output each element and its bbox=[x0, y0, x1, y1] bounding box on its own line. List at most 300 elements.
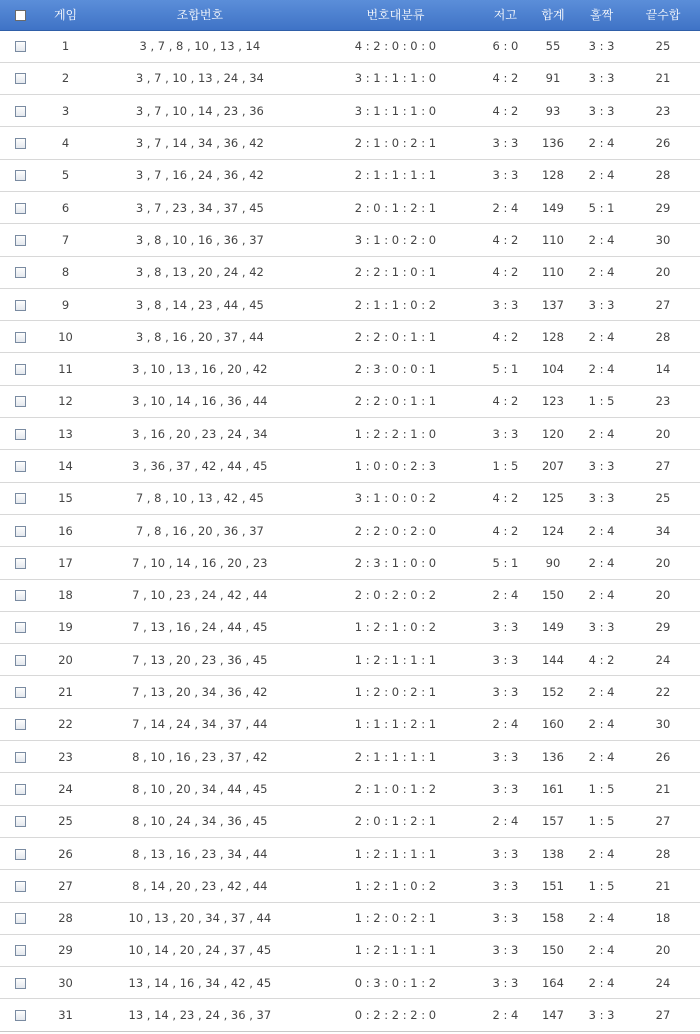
select-cell bbox=[0, 611, 40, 643]
cell-game: 2 bbox=[40, 62, 91, 94]
cell-sum: 125 bbox=[529, 482, 578, 514]
table-row bbox=[0, 418, 700, 450]
cell-numbers: 3 , 10 , 14 , 16 , 36 , 44 bbox=[91, 385, 309, 417]
select-cell bbox=[0, 514, 40, 546]
cell-odd-even: 2 : 4 bbox=[577, 159, 626, 191]
cell-category: 1 : 2 : 1 : 0 : 2 bbox=[309, 611, 482, 643]
table-row bbox=[0, 482, 700, 514]
select-cell bbox=[0, 385, 40, 417]
select-cell bbox=[0, 191, 40, 223]
table-row bbox=[0, 805, 700, 837]
cell-last-digit-sum: 27 bbox=[626, 805, 700, 837]
row-checkbox[interactable] bbox=[15, 945, 26, 956]
cell-last-digit-sum: 21 bbox=[626, 62, 700, 94]
cell-odd-even: 3 : 3 bbox=[577, 999, 626, 1031]
cell-game: 16 bbox=[40, 514, 91, 546]
cell-low-high: 3 : 3 bbox=[482, 127, 529, 159]
select-cell bbox=[0, 708, 40, 740]
cell-game: 5 bbox=[40, 159, 91, 191]
row-checkbox[interactable] bbox=[15, 396, 26, 407]
cell-low-high: 3 : 3 bbox=[482, 159, 529, 191]
cell-sum: 123 bbox=[529, 385, 578, 417]
select-cell bbox=[0, 547, 40, 579]
cell-odd-even: 2 : 4 bbox=[577, 353, 626, 385]
cell-game: 6 bbox=[40, 191, 91, 223]
cell-numbers: 3 , 36 , 37 , 42 , 44 , 45 bbox=[91, 450, 309, 482]
cell-sum: 124 bbox=[529, 514, 578, 546]
select-cell bbox=[0, 30, 40, 62]
cell-game: 25 bbox=[40, 805, 91, 837]
cell-category: 2 : 1 : 1 : 1 : 1 bbox=[309, 159, 482, 191]
cell-game: 20 bbox=[40, 644, 91, 676]
row-checkbox[interactable] bbox=[15, 752, 26, 763]
cell-low-high: 4 : 2 bbox=[482, 321, 529, 353]
cell-sum: 150 bbox=[529, 579, 578, 611]
row-checkbox[interactable] bbox=[15, 1010, 26, 1021]
table-row bbox=[0, 902, 700, 934]
cell-numbers: 8 , 10 , 16 , 23 , 37 , 42 bbox=[91, 741, 309, 773]
cell-last-digit-sum: 26 bbox=[626, 127, 700, 159]
cell-game: 29 bbox=[40, 934, 91, 966]
row-checkbox[interactable] bbox=[15, 170, 26, 181]
cell-numbers: 3 , 8 , 14 , 23 , 44 , 45 bbox=[91, 288, 309, 320]
select-cell bbox=[0, 967, 40, 999]
header-row bbox=[0, 0, 700, 30]
cell-low-high: 2 : 4 bbox=[482, 708, 529, 740]
select-all-cell bbox=[0, 0, 40, 30]
cell-odd-even: 3 : 3 bbox=[577, 30, 626, 62]
cell-category: 1 : 0 : 0 : 2 : 3 bbox=[309, 450, 482, 482]
row-checkbox[interactable] bbox=[15, 300, 26, 311]
cell-low-high: 3 : 3 bbox=[482, 676, 529, 708]
cell-low-high: 4 : 2 bbox=[482, 224, 529, 256]
cell-last-digit-sum: 30 bbox=[626, 708, 700, 740]
cell-game: 3 bbox=[40, 95, 91, 127]
cell-low-high: 5 : 1 bbox=[482, 547, 529, 579]
header-combination[interactable]: 조합번호 bbox=[91, 0, 309, 30]
cell-low-high: 3 : 3 bbox=[482, 773, 529, 805]
cell-sum: 164 bbox=[529, 967, 578, 999]
cell-numbers: 7 , 10 , 23 , 24 , 42 , 44 bbox=[91, 579, 309, 611]
cell-category: 2 : 2 : 1 : 0 : 1 bbox=[309, 256, 482, 288]
row-checkbox[interactable] bbox=[15, 429, 26, 440]
cell-game: 9 bbox=[40, 288, 91, 320]
cell-sum: 136 bbox=[529, 741, 578, 773]
table-row bbox=[0, 644, 700, 676]
cell-last-digit-sum: 21 bbox=[626, 773, 700, 805]
select-cell bbox=[0, 62, 40, 94]
cell-numbers: 7 , 13 , 20 , 34 , 36 , 42 bbox=[91, 676, 309, 708]
cell-sum: 110 bbox=[529, 224, 578, 256]
select-cell bbox=[0, 418, 40, 450]
select-cell bbox=[0, 450, 40, 482]
cell-sum: 90 bbox=[529, 547, 578, 579]
cell-numbers: 7 , 10 , 14 , 16 , 20 , 23 bbox=[91, 547, 309, 579]
cell-low-high: 4 : 2 bbox=[482, 95, 529, 127]
select-cell bbox=[0, 224, 40, 256]
cell-category: 2 : 0 : 1 : 2 : 1 bbox=[309, 805, 482, 837]
cell-last-digit-sum: 29 bbox=[626, 191, 700, 223]
cell-odd-even: 2 : 4 bbox=[577, 547, 626, 579]
cell-numbers: 3 , 7 , 8 , 10 , 13 , 14 bbox=[91, 30, 309, 62]
cell-category: 1 : 2 : 1 : 0 : 2 bbox=[309, 870, 482, 902]
cell-category: 4 : 2 : 0 : 0 : 0 bbox=[309, 30, 482, 62]
cell-last-digit-sum: 27 bbox=[626, 999, 700, 1031]
cell-odd-even: 2 : 4 bbox=[577, 256, 626, 288]
table-row bbox=[0, 708, 700, 740]
table-row bbox=[0, 321, 700, 353]
cell-game: 24 bbox=[40, 773, 91, 805]
cell-numbers: 8 , 14 , 20 , 23 , 42 , 44 bbox=[91, 870, 309, 902]
cell-low-high: 5 : 1 bbox=[482, 353, 529, 385]
cell-game: 10 bbox=[40, 321, 91, 353]
table-row bbox=[0, 127, 700, 159]
select-cell bbox=[0, 741, 40, 773]
table-row bbox=[0, 967, 700, 999]
select-all-checkbox[interactable] bbox=[15, 10, 26, 21]
cell-low-high: 3 : 3 bbox=[482, 741, 529, 773]
cell-low-high: 4 : 2 bbox=[482, 62, 529, 94]
select-cell bbox=[0, 676, 40, 708]
table-row bbox=[0, 837, 700, 869]
cell-last-digit-sum: 24 bbox=[626, 644, 700, 676]
table-row bbox=[0, 256, 700, 288]
cell-last-digit-sum: 22 bbox=[626, 676, 700, 708]
select-cell bbox=[0, 256, 40, 288]
cell-game: 1 bbox=[40, 30, 91, 62]
cell-numbers: 3 , 8 , 16 , 20 , 37 , 44 bbox=[91, 321, 309, 353]
select-cell bbox=[0, 159, 40, 191]
cell-sum: 93 bbox=[529, 95, 578, 127]
table-row bbox=[0, 999, 700, 1031]
cell-odd-even: 4 : 2 bbox=[577, 644, 626, 676]
cell-low-high: 3 : 3 bbox=[482, 611, 529, 643]
cell-last-digit-sum: 28 bbox=[626, 321, 700, 353]
cell-last-digit-sum: 34 bbox=[626, 514, 700, 546]
cell-category: 1 : 2 : 0 : 2 : 1 bbox=[309, 676, 482, 708]
cell-low-high: 3 : 3 bbox=[482, 967, 529, 999]
cell-low-high: 2 : 4 bbox=[482, 805, 529, 837]
cell-last-digit-sum: 18 bbox=[626, 902, 700, 934]
cell-last-digit-sum: 23 bbox=[626, 95, 700, 127]
select-cell bbox=[0, 934, 40, 966]
cell-sum: 137 bbox=[529, 288, 578, 320]
table-row bbox=[0, 95, 700, 127]
cell-numbers: 13 , 14 , 16 , 34 , 42 , 45 bbox=[91, 967, 309, 999]
cell-category: 2 : 2 : 0 : 1 : 1 bbox=[309, 321, 482, 353]
table-row bbox=[0, 288, 700, 320]
cell-numbers: 10 , 14 , 20 , 24 , 37 , 45 bbox=[91, 934, 309, 966]
cell-odd-even: 2 : 4 bbox=[577, 127, 626, 159]
cell-last-digit-sum: 20 bbox=[626, 418, 700, 450]
row-checkbox[interactable] bbox=[15, 590, 26, 601]
table-row bbox=[0, 741, 700, 773]
select-cell bbox=[0, 773, 40, 805]
cell-category: 1 : 2 : 0 : 2 : 1 bbox=[309, 902, 482, 934]
cell-sum: 55 bbox=[529, 30, 578, 62]
cell-low-high: 3 : 3 bbox=[482, 288, 529, 320]
cell-odd-even: 2 : 4 bbox=[577, 902, 626, 934]
row-checkbox[interactable] bbox=[15, 461, 26, 472]
cell-last-digit-sum: 27 bbox=[626, 450, 700, 482]
cell-game: 30 bbox=[40, 967, 91, 999]
header-odd-even[interactable]: 홀짝 bbox=[577, 0, 626, 30]
cell-last-digit-sum: 20 bbox=[626, 547, 700, 579]
cell-game: 8 bbox=[40, 256, 91, 288]
cell-odd-even: 1 : 5 bbox=[577, 773, 626, 805]
table-row bbox=[0, 514, 700, 546]
cell-low-high: 3 : 3 bbox=[482, 644, 529, 676]
table-row bbox=[0, 191, 700, 223]
cell-numbers: 8 , 10 , 24 , 34 , 36 , 45 bbox=[91, 805, 309, 837]
cell-sum: 136 bbox=[529, 127, 578, 159]
row-checkbox[interactable] bbox=[15, 364, 26, 375]
cell-game: 28 bbox=[40, 902, 91, 934]
cell-category: 2 : 0 : 1 : 2 : 1 bbox=[309, 191, 482, 223]
cell-category: 3 : 1 : 0 : 2 : 0 bbox=[309, 224, 482, 256]
select-cell bbox=[0, 579, 40, 611]
cell-low-high: 3 : 3 bbox=[482, 934, 529, 966]
cell-game: 11 bbox=[40, 353, 91, 385]
row-checkbox[interactable] bbox=[15, 558, 26, 569]
row-checkbox[interactable] bbox=[15, 203, 26, 214]
cell-low-high: 3 : 3 bbox=[482, 870, 529, 902]
table-row bbox=[0, 934, 700, 966]
cell-numbers: 3 , 7 , 14 , 34 , 36 , 42 bbox=[91, 127, 309, 159]
cell-last-digit-sum: 23 bbox=[626, 385, 700, 417]
cell-low-high: 6 : 0 bbox=[482, 30, 529, 62]
cell-odd-even: 2 : 4 bbox=[577, 676, 626, 708]
cell-category: 1 : 2 : 2 : 1 : 0 bbox=[309, 418, 482, 450]
cell-last-digit-sum: 24 bbox=[626, 967, 700, 999]
table-row bbox=[0, 30, 700, 62]
row-checkbox[interactable] bbox=[15, 881, 26, 892]
cell-category: 2 : 2 : 0 : 2 : 0 bbox=[309, 514, 482, 546]
cell-game: 7 bbox=[40, 224, 91, 256]
cell-sum: 160 bbox=[529, 708, 578, 740]
cell-sum: 128 bbox=[529, 321, 578, 353]
cell-numbers: 8 , 10 , 20 , 34 , 44 , 45 bbox=[91, 773, 309, 805]
select-cell bbox=[0, 837, 40, 869]
row-checkbox[interactable] bbox=[15, 913, 26, 924]
row-checkbox[interactable] bbox=[15, 849, 26, 860]
table-header bbox=[0, 0, 700, 30]
cell-category: 2 : 1 : 0 : 1 : 2 bbox=[309, 773, 482, 805]
row-checkbox[interactable] bbox=[15, 332, 26, 343]
cell-last-digit-sum: 27 bbox=[626, 288, 700, 320]
select-cell bbox=[0, 644, 40, 676]
cell-numbers: 7 , 13 , 16 , 24 , 44 , 45 bbox=[91, 611, 309, 643]
cell-game: 19 bbox=[40, 611, 91, 643]
cell-sum: 91 bbox=[529, 62, 578, 94]
select-cell bbox=[0, 321, 40, 353]
select-cell bbox=[0, 353, 40, 385]
cell-category: 3 : 1 : 1 : 1 : 0 bbox=[309, 95, 482, 127]
cell-last-digit-sum: 28 bbox=[626, 837, 700, 869]
cell-game: 17 bbox=[40, 547, 91, 579]
cell-low-high: 4 : 2 bbox=[482, 256, 529, 288]
table-row bbox=[0, 773, 700, 805]
table-row bbox=[0, 547, 700, 579]
cell-game: 14 bbox=[40, 450, 91, 482]
table-row bbox=[0, 611, 700, 643]
cell-odd-even: 3 : 3 bbox=[577, 482, 626, 514]
cell-category: 3 : 1 : 0 : 0 : 2 bbox=[309, 482, 482, 514]
cell-category: 1 : 1 : 1 : 2 : 1 bbox=[309, 708, 482, 740]
row-checkbox[interactable] bbox=[15, 784, 26, 795]
cell-last-digit-sum: 20 bbox=[626, 579, 700, 611]
cell-sum: 110 bbox=[529, 256, 578, 288]
row-checkbox[interactable] bbox=[15, 978, 26, 989]
cell-odd-even: 1 : 5 bbox=[577, 870, 626, 902]
table-row bbox=[0, 224, 700, 256]
cell-last-digit-sum: 25 bbox=[626, 482, 700, 514]
select-cell bbox=[0, 482, 40, 514]
cell-sum: 128 bbox=[529, 159, 578, 191]
cell-sum: 144 bbox=[529, 644, 578, 676]
cell-numbers: 3 , 10 , 13 , 16 , 20 , 42 bbox=[91, 353, 309, 385]
cell-last-digit-sum: 21 bbox=[626, 870, 700, 902]
cell-game: 4 bbox=[40, 127, 91, 159]
cell-numbers: 3 , 8 , 10 , 16 , 36 , 37 bbox=[91, 224, 309, 256]
cell-category: 2 : 3 : 0 : 0 : 1 bbox=[309, 353, 482, 385]
select-cell bbox=[0, 95, 40, 127]
row-checkbox[interactable] bbox=[15, 267, 26, 278]
table-row bbox=[0, 870, 700, 902]
row-checkbox[interactable] bbox=[15, 816, 26, 827]
cell-category: 1 : 2 : 1 : 1 : 1 bbox=[309, 837, 482, 869]
cell-sum: 138 bbox=[529, 837, 578, 869]
header-sum[interactable]: 합계 bbox=[529, 0, 578, 30]
cell-sum: 120 bbox=[529, 418, 578, 450]
cell-sum: 149 bbox=[529, 191, 578, 223]
row-checkbox[interactable] bbox=[15, 493, 26, 504]
select-cell bbox=[0, 127, 40, 159]
cell-game: 15 bbox=[40, 482, 91, 514]
cell-category: 2 : 0 : 2 : 0 : 2 bbox=[309, 579, 482, 611]
cell-odd-even: 2 : 4 bbox=[577, 579, 626, 611]
cell-last-digit-sum: 29 bbox=[626, 611, 700, 643]
cell-numbers: 3 , 7 , 23 , 34 , 37 , 45 bbox=[91, 191, 309, 223]
header-game[interactable]: 게임 bbox=[40, 0, 91, 30]
cell-odd-even: 3 : 3 bbox=[577, 62, 626, 94]
cell-numbers: 3 , 7 , 10 , 13 , 24 , 34 bbox=[91, 62, 309, 94]
cell-odd-even: 3 : 3 bbox=[577, 450, 626, 482]
header-low-high[interactable]: 저고 bbox=[482, 0, 529, 30]
cell-last-digit-sum: 28 bbox=[626, 159, 700, 191]
cell-game: 12 bbox=[40, 385, 91, 417]
cell-low-high: 3 : 3 bbox=[482, 418, 529, 450]
select-cell bbox=[0, 902, 40, 934]
row-checkbox[interactable] bbox=[15, 687, 26, 698]
cell-sum: 149 bbox=[529, 611, 578, 643]
cell-numbers: 3 , 7 , 16 , 24 , 36 , 42 bbox=[91, 159, 309, 191]
cell-sum: 147 bbox=[529, 999, 578, 1031]
header-last-digit-sum[interactable]: 끝수합 bbox=[626, 0, 700, 30]
cell-numbers: 3 , 8 , 13 , 20 , 24 , 42 bbox=[91, 256, 309, 288]
row-checkbox[interactable] bbox=[15, 106, 26, 117]
cell-odd-even: 3 : 3 bbox=[577, 611, 626, 643]
cell-numbers: 7 , 13 , 20 , 23 , 36 , 45 bbox=[91, 644, 309, 676]
cell-numbers: 10 , 13 , 20 , 34 , 37 , 44 bbox=[91, 902, 309, 934]
cell-sum: 161 bbox=[529, 773, 578, 805]
row-checkbox[interactable] bbox=[15, 719, 26, 730]
cell-game: 18 bbox=[40, 579, 91, 611]
cell-game: 23 bbox=[40, 741, 91, 773]
cell-low-high: 2 : 4 bbox=[482, 191, 529, 223]
cell-odd-even: 2 : 4 bbox=[577, 837, 626, 869]
row-checkbox[interactable] bbox=[15, 526, 26, 537]
cell-category: 2 : 1 : 1 : 0 : 2 bbox=[309, 288, 482, 320]
cell-low-high: 1 : 5 bbox=[482, 450, 529, 482]
select-cell bbox=[0, 805, 40, 837]
cell-last-digit-sum: 26 bbox=[626, 741, 700, 773]
cell-odd-even: 2 : 4 bbox=[577, 321, 626, 353]
cell-sum: 152 bbox=[529, 676, 578, 708]
cell-odd-even: 2 : 4 bbox=[577, 418, 626, 450]
cell-low-high: 4 : 2 bbox=[482, 514, 529, 546]
cell-sum: 151 bbox=[529, 870, 578, 902]
cell-game: 26 bbox=[40, 837, 91, 869]
table-row bbox=[0, 353, 700, 385]
row-checkbox[interactable] bbox=[15, 655, 26, 666]
cell-category: 2 : 1 : 1 : 1 : 1 bbox=[309, 741, 482, 773]
table-row bbox=[0, 385, 700, 417]
cell-odd-even: 2 : 4 bbox=[577, 967, 626, 999]
cell-low-high: 2 : 4 bbox=[482, 999, 529, 1031]
cell-category: 2 : 1 : 0 : 2 : 1 bbox=[309, 127, 482, 159]
table-row bbox=[0, 579, 700, 611]
cell-sum: 104 bbox=[529, 353, 578, 385]
cell-odd-even: 5 : 1 bbox=[577, 191, 626, 223]
cell-numbers: 13 , 14 , 23 , 24 , 36 , 37 bbox=[91, 999, 309, 1031]
cell-numbers: 8 , 13 , 16 , 23 , 34 , 44 bbox=[91, 837, 309, 869]
cell-game: 31 bbox=[40, 999, 91, 1031]
cell-low-high: 4 : 2 bbox=[482, 385, 529, 417]
cell-low-high: 2 : 4 bbox=[482, 579, 529, 611]
table-row bbox=[0, 450, 700, 482]
row-checkbox[interactable] bbox=[15, 138, 26, 149]
cell-sum: 157 bbox=[529, 805, 578, 837]
cell-odd-even: 2 : 4 bbox=[577, 224, 626, 256]
cell-odd-even: 2 : 4 bbox=[577, 514, 626, 546]
cell-last-digit-sum: 14 bbox=[626, 353, 700, 385]
cell-odd-even: 1 : 5 bbox=[577, 385, 626, 417]
cell-category: 1 : 2 : 1 : 1 : 1 bbox=[309, 934, 482, 966]
cell-last-digit-sum: 20 bbox=[626, 256, 700, 288]
table-row bbox=[0, 159, 700, 191]
cell-category: 1 : 2 : 1 : 1 : 1 bbox=[309, 644, 482, 676]
cell-odd-even: 3 : 3 bbox=[577, 288, 626, 320]
cell-numbers: 7 , 8 , 16 , 20 , 36 , 37 bbox=[91, 514, 309, 546]
table-row bbox=[0, 676, 700, 708]
row-checkbox[interactable] bbox=[15, 622, 26, 633]
row-checkbox[interactable] bbox=[15, 73, 26, 84]
cell-game: 13 bbox=[40, 418, 91, 450]
cell-game: 21 bbox=[40, 676, 91, 708]
cell-numbers: 3 , 7 , 10 , 14 , 23 , 36 bbox=[91, 95, 309, 127]
cell-category: 2 : 2 : 0 : 1 : 1 bbox=[309, 385, 482, 417]
header-category[interactable]: 번호대분류 bbox=[309, 0, 482, 30]
cell-low-high: 4 : 2 bbox=[482, 482, 529, 514]
row-checkbox[interactable] bbox=[15, 235, 26, 246]
row-checkbox[interactable] bbox=[15, 41, 26, 52]
table-row bbox=[0, 62, 700, 94]
cell-low-high: 3 : 3 bbox=[482, 837, 529, 869]
cell-category: 0 : 2 : 2 : 2 : 0 bbox=[309, 999, 482, 1031]
select-cell bbox=[0, 288, 40, 320]
cell-odd-even: 2 : 4 bbox=[577, 708, 626, 740]
